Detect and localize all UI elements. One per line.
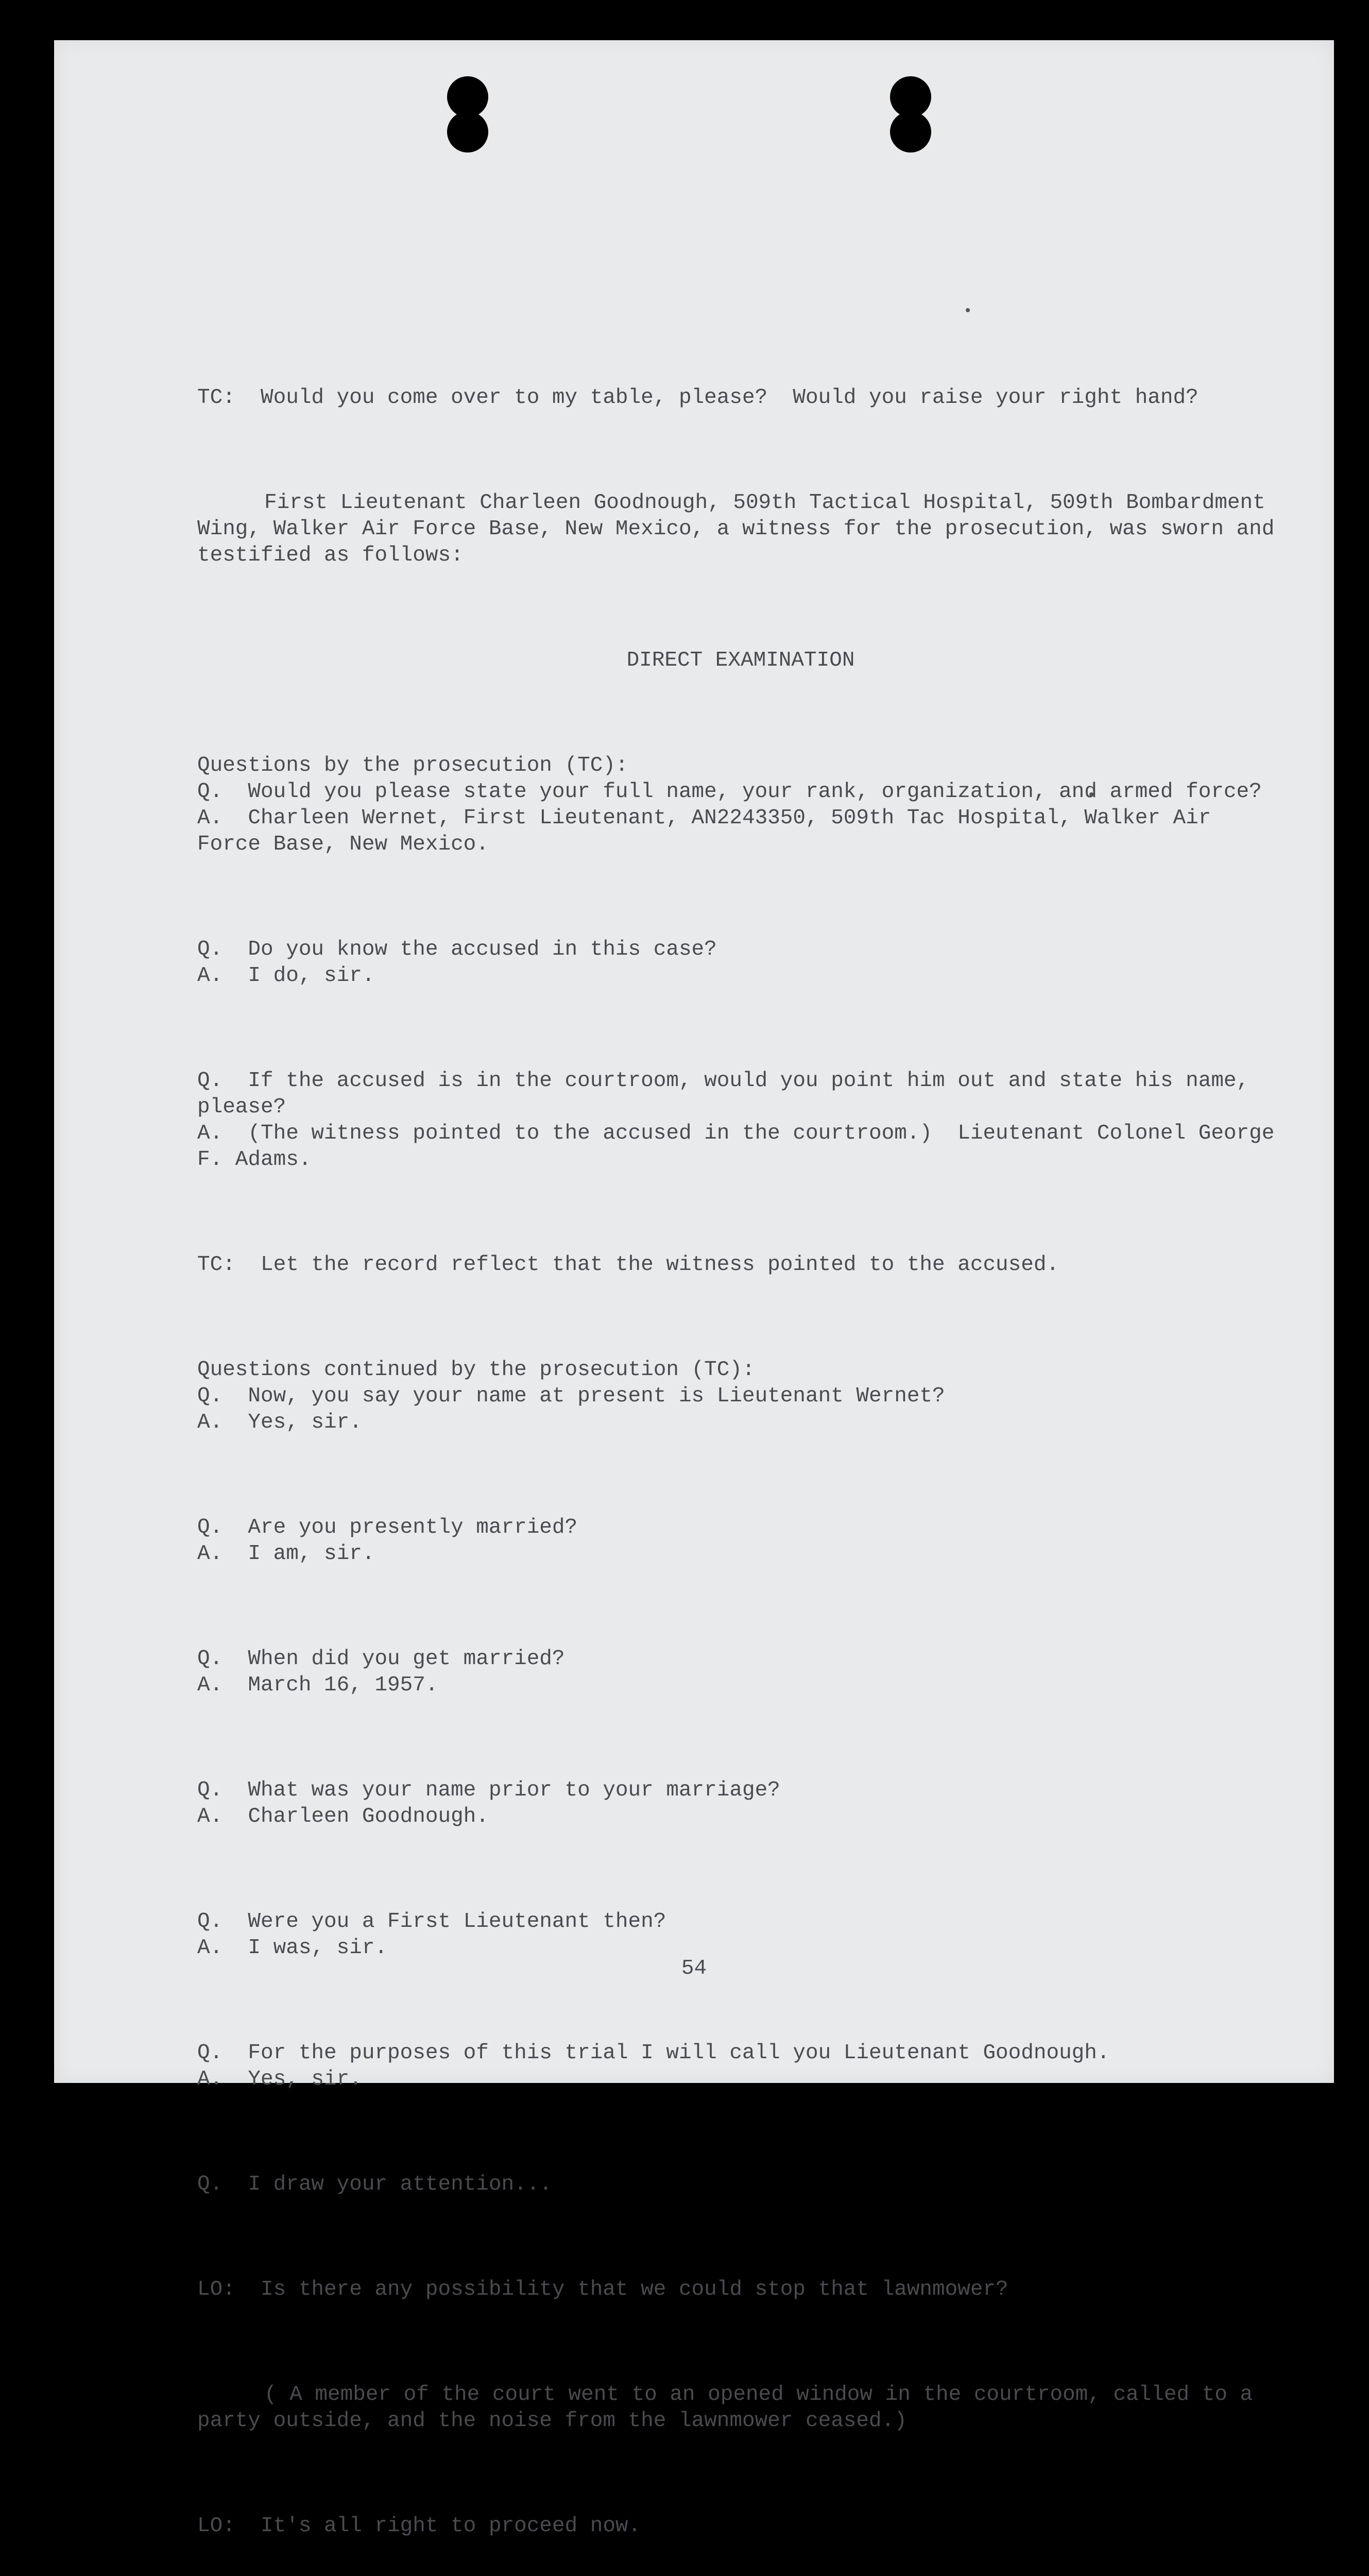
transcript-paragraph: Q. Do you know the accused in this case? A. I do, sir.: [197, 938, 717, 988]
page-number: 54: [681, 1957, 707, 1980]
document-page: [54, 40, 1334, 2538]
binder-hole-right: [890, 76, 931, 154]
binder-hole-left: [447, 76, 488, 154]
transcript-paragraph: Q. If the accused is in the courtroom, would you point him out and state his name, please? A. (The witness pointed to the accused in the courtroom.) Lieutenant Colonel George F. Adams.: [197, 1069, 1275, 1172]
transcript-paragraph: Questions continued by the prosecution (TC): Q. Now, you say your name at present is Lieutenant Wernet? A. Yes, sir.: [197, 1358, 945, 1434]
transcript-paragraph: Q. What was your name prior to your marriage? A. Charleen Goodnough.: [197, 1778, 780, 1828]
section-heading: DIRECT EXAMINATION: [626, 649, 855, 672]
transcript-paragraph: Q. For the purposes of this trial I will call you Lieutenant Goodnough. A. Yes, sir.: [197, 2041, 1110, 2091]
transcript-paragraph: Q. Are you presently married? A. I am, sir.: [197, 1516, 578, 1566]
transcript-paragraph: Q. I draw your attention...: [197, 2173, 552, 2196]
transcript-paragraph: Questions by the prosecution (TC): Q. Would you please state your full name, your rank, organization, and armed force? A. Charleen Wernet, First Lieutenant, AN2243350, 509th Tac Hospital, Walker Air Force Base, New Mexico.: [197, 754, 1262, 856]
transcript-paragraph: Q. When did you get married? A. March 16, 1957.: [197, 1647, 565, 1697]
transcript-paragraph: TC: Let the record reflect that the witness pointed to the accused.: [197, 1253, 1059, 1277]
witness-sworn-paragraph: First Lieutenant Charleen Goodnough, 509th Tactical Hospital, 509th Bombardment Wing, Walker Air Force Base, New Mexico, a witness for the prosecution, was sworn and testified as follows:: [197, 491, 1287, 567]
transcript-paragraph: TC: Would you come over to my table, please? Would you raise your right hand?: [197, 386, 1199, 410]
transcript-paragraph: LO: It's all right to proceed now.: [197, 2514, 641, 2538]
transcript-paragraph: LO: Is there any possibility that we could stop that lawnmower?: [197, 2278, 1008, 2301]
transcript-body: [197, 332, 1287, 2576]
paper-speck: [966, 308, 970, 312]
stage-direction: ( A member of the court went to an opened window in the courtroom, called to a party outside, and the noise from the lawnmower ceased.): [197, 2383, 1265, 2433]
transcript-paragraph: Q. Were you a First Lieutenant then? A. I was, sir.: [197, 1910, 666, 1960]
